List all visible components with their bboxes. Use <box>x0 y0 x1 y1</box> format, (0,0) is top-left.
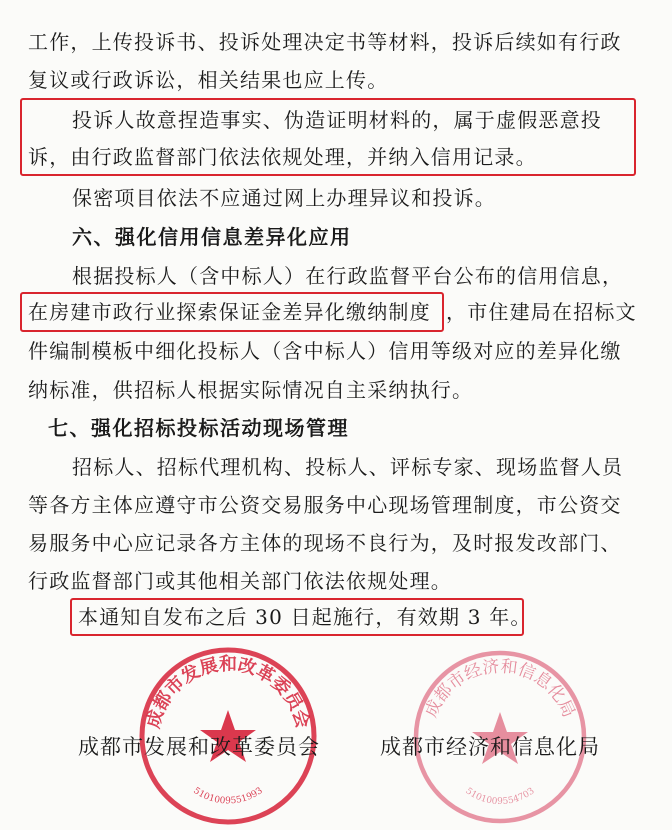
text-line: 纳标准，供招标人根据实际情况自主采纳执行。 <box>28 378 474 402</box>
section-heading-7: 七、强化招标投标活动现场管理 <box>48 416 349 440</box>
text-line: 复议或行政诉讼，相关结果也应上传。 <box>28 68 389 92</box>
text-line: 诉，由行政监督部门依法依规处理，并纳入信用记录。 <box>28 145 537 169</box>
seal-left-text: 成都市发展和改革委员会 <box>142 654 314 731</box>
text-line: 等各方主体应遵守市公资交易服务中心现场管理制度，市公资交 <box>28 493 622 517</box>
text-line: ，市住建局在招标文 <box>446 300 637 324</box>
text-line: 在房建市政行业探索保证金差异化缴纳制度 <box>28 300 431 324</box>
section-heading-6: 六、强化信用信息差异化应用 <box>72 225 352 249</box>
text-line: 行政监督部门或其他相关部门依法依规处理。 <box>28 569 452 593</box>
text-line: 根据投标人（含中标人）在行政监督平台公布的信用信息， <box>72 264 624 288</box>
text-line: 工作，上传投诉书、投诉处理决定书等材料，投诉后续如有行政 <box>28 30 622 54</box>
text-line: 易服务中心应记录各方主体的现场不良行为，及时报发改部门、 <box>28 531 622 555</box>
seal-right-text: 成都市经济和信息化局 <box>421 656 579 721</box>
text-line: 本通知自发布之后 30 日起施行，有效期 3 年。 <box>78 605 532 629</box>
seal-right-code: 5101009554703 <box>463 786 537 808</box>
signature-left: 成都市发展和改革委员会 <box>78 735 320 759</box>
seal-left-code: 5101009551993 <box>191 786 265 807</box>
text-line: 保密项目依法不应通过网上办理异议和投诉。 <box>72 186 496 210</box>
signature-right: 成都市经济和信息化局 <box>380 735 600 759</box>
text-line: 投诉人故意捏造事实、伪造证明材料的，属于虚假恶意投 <box>72 108 602 132</box>
text-line: 招标人、招标代理机构、投标人、评标专家、现场监督人员 <box>72 455 624 479</box>
text-line: 件编制模板中细化投标人（含中标人）信用等级对应的差异化缴 <box>28 339 622 363</box>
